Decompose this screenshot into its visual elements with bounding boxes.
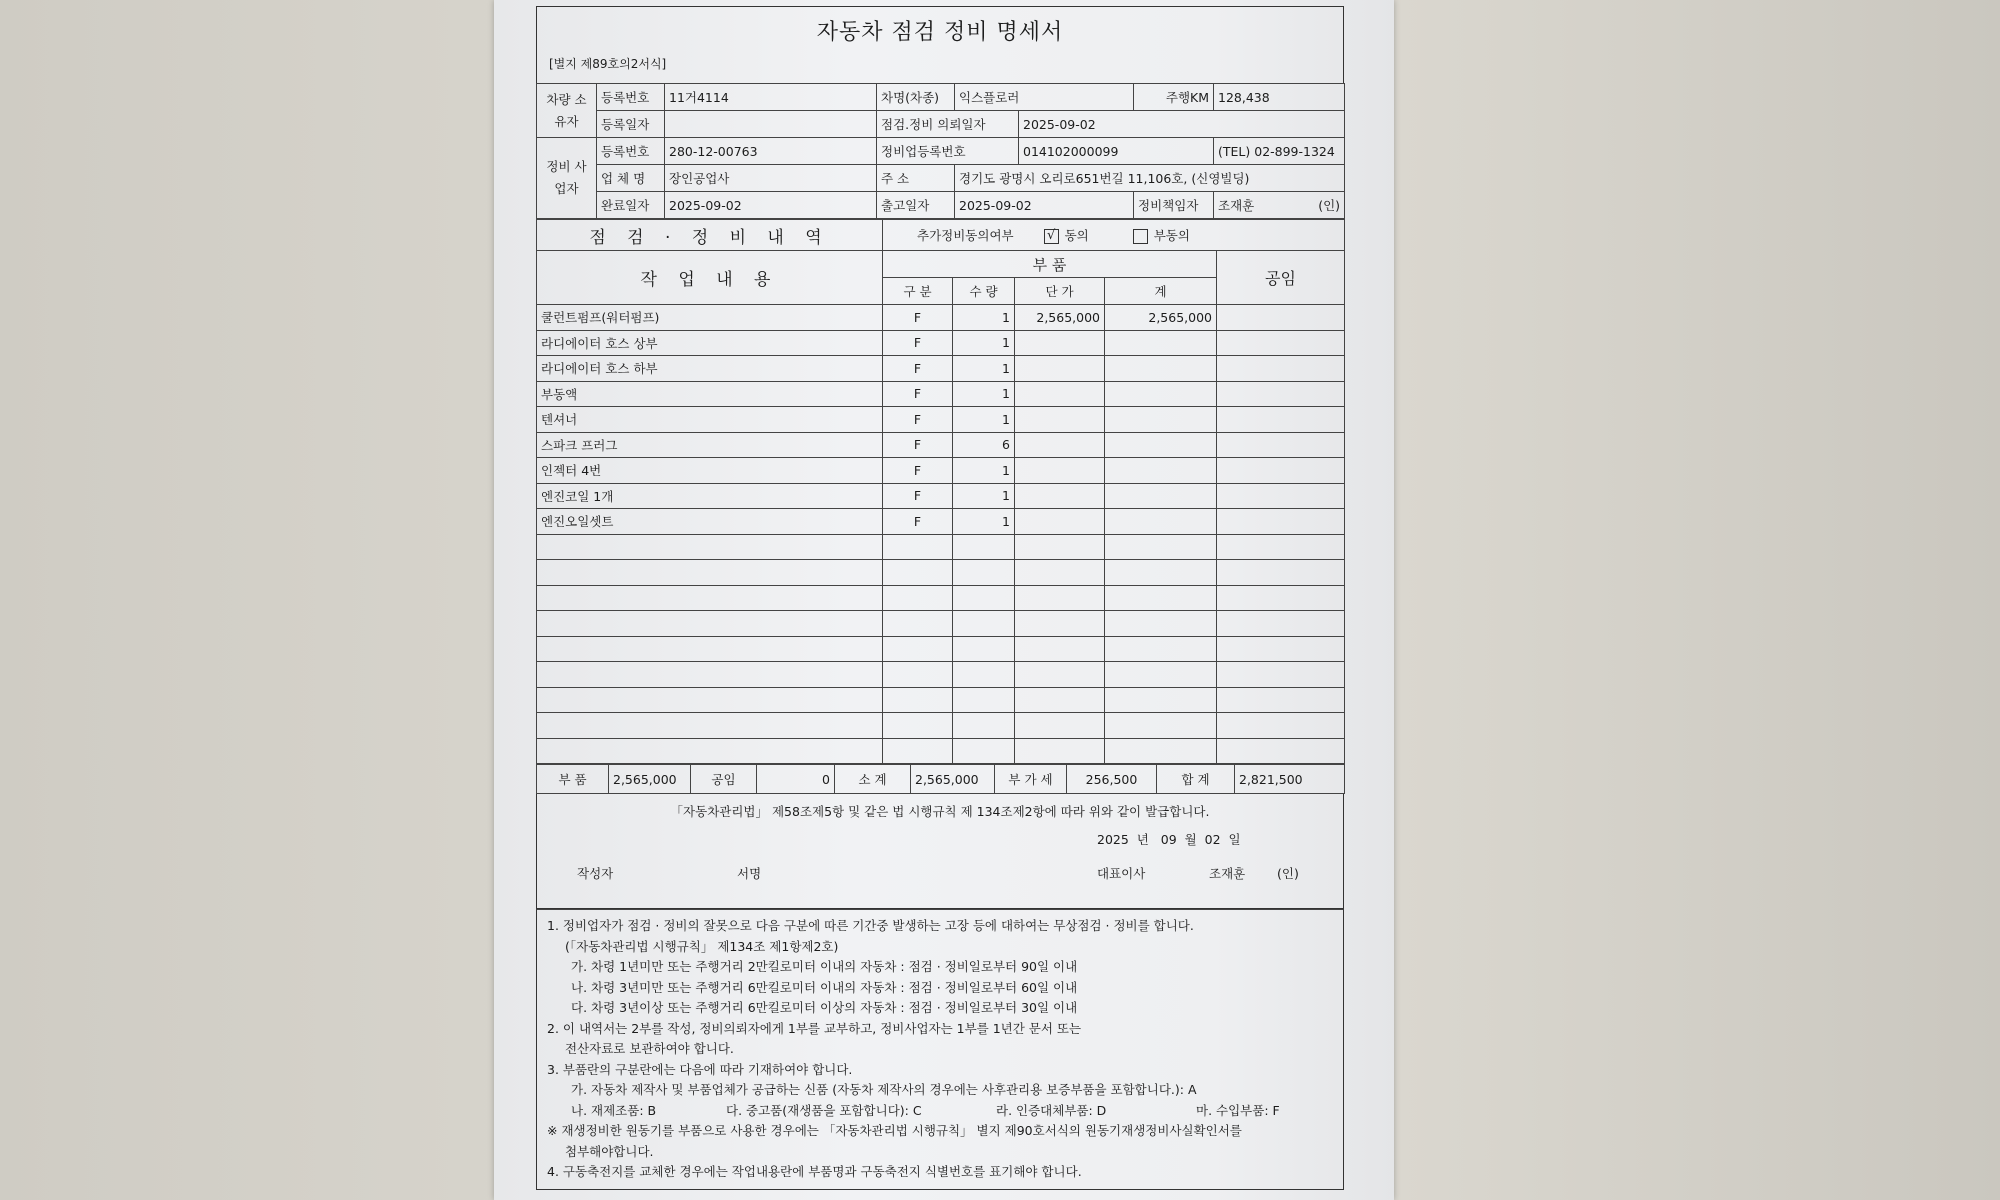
disagree-checkbox[interactable]: [1133, 229, 1148, 244]
item-unit-price: [1015, 356, 1105, 382]
owner-group-label: 차량 소유자: [537, 84, 597, 138]
item-work: 엔진오일셋트: [537, 509, 883, 535]
item-unit-price: [1015, 611, 1105, 637]
item-type: [883, 662, 953, 688]
issue-year-unit: 년: [1136, 832, 1149, 847]
notes-section: [536, 909, 1344, 1190]
total-column-header: 계: [1105, 278, 1217, 305]
item-type: F: [883, 483, 953, 509]
item-row: [537, 356, 1345, 382]
item-work: 라디에이터 호스 하부: [537, 356, 883, 382]
reg-date-value: [665, 111, 877, 138]
item-qty: [953, 662, 1015, 688]
item-labor: [1217, 330, 1345, 356]
totals-subtotal-value: 2,565,000: [911, 765, 995, 794]
item-qty: 1: [953, 407, 1015, 433]
item-work: 라디에이터 호스 상부: [537, 330, 883, 356]
item-type: F: [883, 356, 953, 382]
item-work: [537, 687, 883, 713]
item-work: [537, 585, 883, 611]
note-1-c: 다. 차령 3년이상 또는 주행거리 6만킬로미터 이상의 자동차 : 점검 · 정비일로부터 30일 이내: [571, 1000, 1078, 1015]
note-2-continued: 전산자료로 보관하여야 합니다.: [565, 1041, 734, 1056]
blank-row: [537, 713, 1345, 739]
item-unit-price: [1015, 509, 1105, 535]
item-unit-price: [1015, 330, 1105, 356]
note-3-d: 라. 인증대체부품: D: [996, 1102, 1107, 1118]
item-labor: [1217, 611, 1345, 637]
totals-table: [536, 764, 1345, 794]
item-type: [883, 560, 953, 586]
item-work: 인젝터 4번: [537, 458, 883, 484]
shop-group-label: 정비 사업자: [537, 138, 597, 219]
item-rows: [537, 305, 1345, 764]
item-labor: [1217, 687, 1345, 713]
release-date-value: 2025-09-02: [955, 192, 1134, 219]
item-type: F: [883, 458, 953, 484]
item-labor: [1217, 381, 1345, 407]
item-qty: [953, 560, 1015, 586]
item-qty: [953, 585, 1015, 611]
item-row: [537, 458, 1345, 484]
biz-no-label: 등록번호: [597, 138, 665, 165]
note-3-b: 나. 재제조품: B: [571, 1102, 657, 1118]
done-date-label: 완료일자: [597, 192, 665, 219]
item-type: [883, 534, 953, 560]
issue-month-unit: 월: [1184, 832, 1197, 847]
release-date-label: 출고일자: [877, 192, 955, 219]
issue-date: [1097, 830, 1241, 848]
details-table: [536, 219, 1345, 764]
item-row: [537, 407, 1345, 433]
item-labor: [1217, 662, 1345, 688]
item-total: [1105, 713, 1217, 739]
item-row: [537, 483, 1345, 509]
item-labor: [1217, 636, 1345, 662]
item-work: [537, 560, 883, 586]
done-date-value: 2025-09-02: [665, 192, 877, 219]
mileage-label: 주행KM: [1134, 84, 1214, 111]
item-unit-price: [1015, 407, 1105, 433]
item-total: [1105, 381, 1217, 407]
agree-check-mark: √: [1046, 228, 1056, 243]
totals-vat-value: 256,500: [1067, 765, 1157, 794]
item-total: [1105, 356, 1217, 382]
item-work: [537, 713, 883, 739]
totals-vat-label: 부 가 세: [995, 765, 1067, 794]
item-work: 부동액: [537, 381, 883, 407]
item-total: 2,565,000: [1105, 305, 1217, 331]
item-qty: 1: [953, 381, 1015, 407]
item-qty: 1: [953, 483, 1015, 509]
qty-column-header: 수 량: [953, 278, 1015, 305]
representative-label: 대표이사: [1097, 866, 1146, 881]
shop-name-value: 장인공업사: [665, 165, 877, 192]
totals-parts-label: 부 품: [537, 765, 609, 794]
biz-no-value: 280-12-00763: [665, 138, 877, 165]
item-work: [537, 662, 883, 688]
issuance-section: [536, 794, 1344, 909]
item-unit-price: [1015, 534, 1105, 560]
issue-year: 2025: [1097, 832, 1129, 847]
item-labor: [1217, 560, 1345, 586]
address-label: 주 소: [877, 165, 955, 192]
item-labor: [1217, 713, 1345, 739]
totals-sum-label: 합 계: [1157, 765, 1235, 794]
item-unit-price: [1015, 713, 1105, 739]
manager-name: 조재훈: [1218, 198, 1255, 213]
item-row: [537, 509, 1345, 535]
item-type: [883, 585, 953, 611]
item-qty: [953, 687, 1015, 713]
item-qty: 1: [953, 356, 1015, 382]
manager-label: 정비책임자: [1134, 192, 1214, 219]
form-number: [별지 제89호의2서식]: [549, 57, 667, 71]
item-labor: [1217, 356, 1345, 382]
item-total: [1105, 432, 1217, 458]
issue-day-unit: 일: [1228, 832, 1241, 847]
unit-price-column-header: 단 가: [1015, 278, 1105, 305]
item-work: 쿨런트펌프(워터펌프): [537, 305, 883, 331]
item-qty: [953, 534, 1015, 560]
labor-column-header: 공임: [1217, 251, 1345, 305]
item-unit-price: [1015, 458, 1105, 484]
consent-row: [883, 220, 1345, 251]
item-qty: 1: [953, 330, 1015, 356]
item-type: F: [883, 305, 953, 331]
item-labor: [1217, 738, 1345, 764]
disagree-label: 부동의: [1153, 228, 1190, 243]
item-total: [1105, 330, 1217, 356]
blank-row: [537, 738, 1345, 764]
item-total: [1105, 534, 1217, 560]
item-qty: [953, 713, 1015, 739]
item-unit-price: [1015, 560, 1105, 586]
item-unit-price: [1015, 585, 1105, 611]
issuance-statement: 「자동차관리법」 제58조제5항 및 같은 법 시행규칙 제 134조제2항에 따라 위와 같이 발급합니다.: [670, 804, 1210, 819]
blank-row: [537, 687, 1345, 713]
blank-row: [537, 585, 1345, 611]
sign-label: 서명: [737, 866, 762, 881]
item-unit-price: [1015, 381, 1105, 407]
representative-seal: (인): [1277, 866, 1299, 881]
model-value: 익스플로러: [955, 84, 1134, 111]
blank-row: [537, 636, 1345, 662]
note-star: ※ 재생정비한 원동기를 부품으로 사용한 경우에는 「자동차관리법 시행규칙」 별지 제90호서식의 원동기재생정비사실확인서를: [547, 1123, 1242, 1138]
totals-labor-label: 공임: [691, 765, 757, 794]
note-1-a: 가. 차령 1년미만 또는 주행거리 2만킬로미터 이내의 자동차 : 점검 · 정비일로부터 90일 이내: [571, 959, 1078, 974]
item-type: [883, 738, 953, 764]
reg-no-value: 11거4114: [665, 84, 877, 111]
writer-label: 작성자: [577, 866, 614, 881]
item-type: F: [883, 432, 953, 458]
item-work: 엔진코일 1개: [537, 483, 883, 509]
issue-day: 02: [1204, 832, 1221, 847]
item-qty: [953, 611, 1015, 637]
issue-month: 09: [1160, 832, 1177, 847]
note-1: 1. 정비업자가 점검 · 정비의 잘못으로 다음 구분에 따른 기간중 발생하는 고장 등에 대하여는 무상점검 · 정비를 합니다.: [547, 918, 1194, 933]
note-1-reference: (「자동차관리법 시행규칙」 제134조 제1항제2호): [565, 938, 839, 954]
manager-value: [1214, 192, 1345, 219]
item-total: [1105, 407, 1217, 433]
item-total: [1105, 636, 1217, 662]
note-3-a: 가. 자동차 제작사 및 부품업체가 공급하는 신품 (자동차 제작사의 경우에는 사후관리용 보증부품을 포함합니다.): A: [571, 1082, 1197, 1097]
item-row: [537, 305, 1345, 331]
request-date-label: 점검.정비 의뢰일자: [877, 111, 1019, 138]
info-table: [536, 83, 1345, 219]
address-value: 경기도 광명시 오리로651번길 11,106호, (신영빌딩): [955, 165, 1345, 192]
reg-date-label: 등록일자: [597, 111, 665, 138]
item-work: [537, 636, 883, 662]
note-star-continued: 첨부해야합니다.: [565, 1143, 654, 1159]
blank-row: [537, 662, 1345, 688]
shop-name-label: 업 체 명: [597, 165, 665, 192]
request-date-value: 2025-09-02: [1019, 111, 1345, 138]
item-total: [1105, 458, 1217, 484]
item-total: [1105, 611, 1217, 637]
parts-column-header: 부 품: [883, 251, 1217, 278]
reg-no-label: 등록번호: [597, 84, 665, 111]
item-type: F: [883, 330, 953, 356]
item-qty: [953, 738, 1015, 764]
blank-row: [537, 611, 1345, 637]
note-3-classes: [547, 1101, 1333, 1122]
item-work: [537, 738, 883, 764]
item-labor: [1217, 509, 1345, 535]
item-type: F: [883, 381, 953, 407]
item-qty: 1: [953, 509, 1015, 535]
totals-labor-value: 0: [757, 765, 835, 794]
item-total: [1105, 560, 1217, 586]
totals-parts-value: 2,565,000: [609, 765, 691, 794]
item-total: [1105, 483, 1217, 509]
shop-reg-label: 정비업등록번호: [877, 138, 1019, 165]
shop-tel: (TEL) 02-899-1324: [1214, 138, 1345, 165]
note-1-b: 나. 차령 3년미만 또는 주행거리 6만킬로미터 이내의 자동차 : 점검 · 정비일로부터 60일 이내: [571, 979, 1078, 995]
representative-name: 조재훈: [1209, 866, 1246, 881]
item-type: [883, 636, 953, 662]
item-work: 스파크 프러그: [537, 432, 883, 458]
inspection-statement-form: [536, 6, 1344, 1190]
item-work: [537, 611, 883, 637]
item-type: F: [883, 509, 953, 535]
item-qty: 1: [953, 305, 1015, 331]
item-qty: 1: [953, 458, 1015, 484]
item-unit-price: [1015, 738, 1105, 764]
model-label: 차명(차종): [877, 84, 955, 111]
item-labor: [1217, 585, 1345, 611]
item-unit-price: [1015, 636, 1105, 662]
item-unit-price: [1015, 687, 1105, 713]
item-unit-price: 2,565,000: [1015, 305, 1105, 331]
details-header: 점 검 · 정 비 내 역: [537, 220, 883, 251]
item-total: [1105, 509, 1217, 535]
type-column-header: 구 분: [883, 278, 953, 305]
document-title: 자동차 점검 정비 명세서: [816, 20, 1064, 45]
note-3-e: 마. 수입부품: F: [1196, 1102, 1280, 1118]
note-3-c: 다. 중고품(재생품을 포함합니다): C: [726, 1102, 922, 1118]
note-3: 3. 부품란의 구분란에는 다음에 따라 기재하여야 합니다.: [547, 1061, 853, 1077]
item-labor: [1217, 458, 1345, 484]
note-4: 4. 구동축전지를 교체한 경우에는 작업내용란에 부품명과 구동축전지 식별번호를 표기해야 합니다.: [547, 1164, 1082, 1179]
item-labor: [1217, 483, 1345, 509]
item-row: [537, 432, 1345, 458]
item-work: [537, 534, 883, 560]
item-labor: [1217, 432, 1345, 458]
item-labor: [1217, 305, 1345, 331]
item-row: [537, 381, 1345, 407]
title-area: [536, 6, 1344, 83]
item-work: 텐셔너: [537, 407, 883, 433]
totals-sum-value: 2,821,500: [1235, 765, 1345, 794]
item-type: [883, 687, 953, 713]
consent-label: 추가정비동의여부: [917, 228, 1014, 243]
item-unit-price: [1015, 432, 1105, 458]
item-total: [1105, 738, 1217, 764]
blank-row: [537, 560, 1345, 586]
item-total: [1105, 687, 1217, 713]
item-unit-price: [1015, 483, 1105, 509]
work-column-header: 작 업 내 용: [537, 251, 883, 305]
mileage-value: 128,438: [1214, 84, 1345, 111]
item-labor: [1217, 407, 1345, 433]
agree-checkbox[interactable]: [1044, 229, 1059, 244]
blank-row: [537, 534, 1345, 560]
item-qty: 6: [953, 432, 1015, 458]
item-total: [1105, 585, 1217, 611]
agree-label: 동의: [1064, 228, 1089, 243]
item-labor: [1217, 534, 1345, 560]
shop-reg-value: 014102000099: [1019, 138, 1214, 165]
item-type: F: [883, 407, 953, 433]
document-paper: [494, 0, 1394, 1200]
item-total: [1105, 662, 1217, 688]
item-type: [883, 713, 953, 739]
manager-seal: (인): [1318, 198, 1341, 213]
totals-subtotal-label: 소 계: [835, 765, 911, 794]
item-type: [883, 611, 953, 637]
item-row: [537, 330, 1345, 356]
item-unit-price: [1015, 662, 1105, 688]
note-2: 2. 이 내역서는 2부를 작성, 정비의뢰자에게 1부를 교부하고, 정비사업자는 1부를 1년간 문서 또는: [547, 1020, 1082, 1036]
item-qty: [953, 636, 1015, 662]
